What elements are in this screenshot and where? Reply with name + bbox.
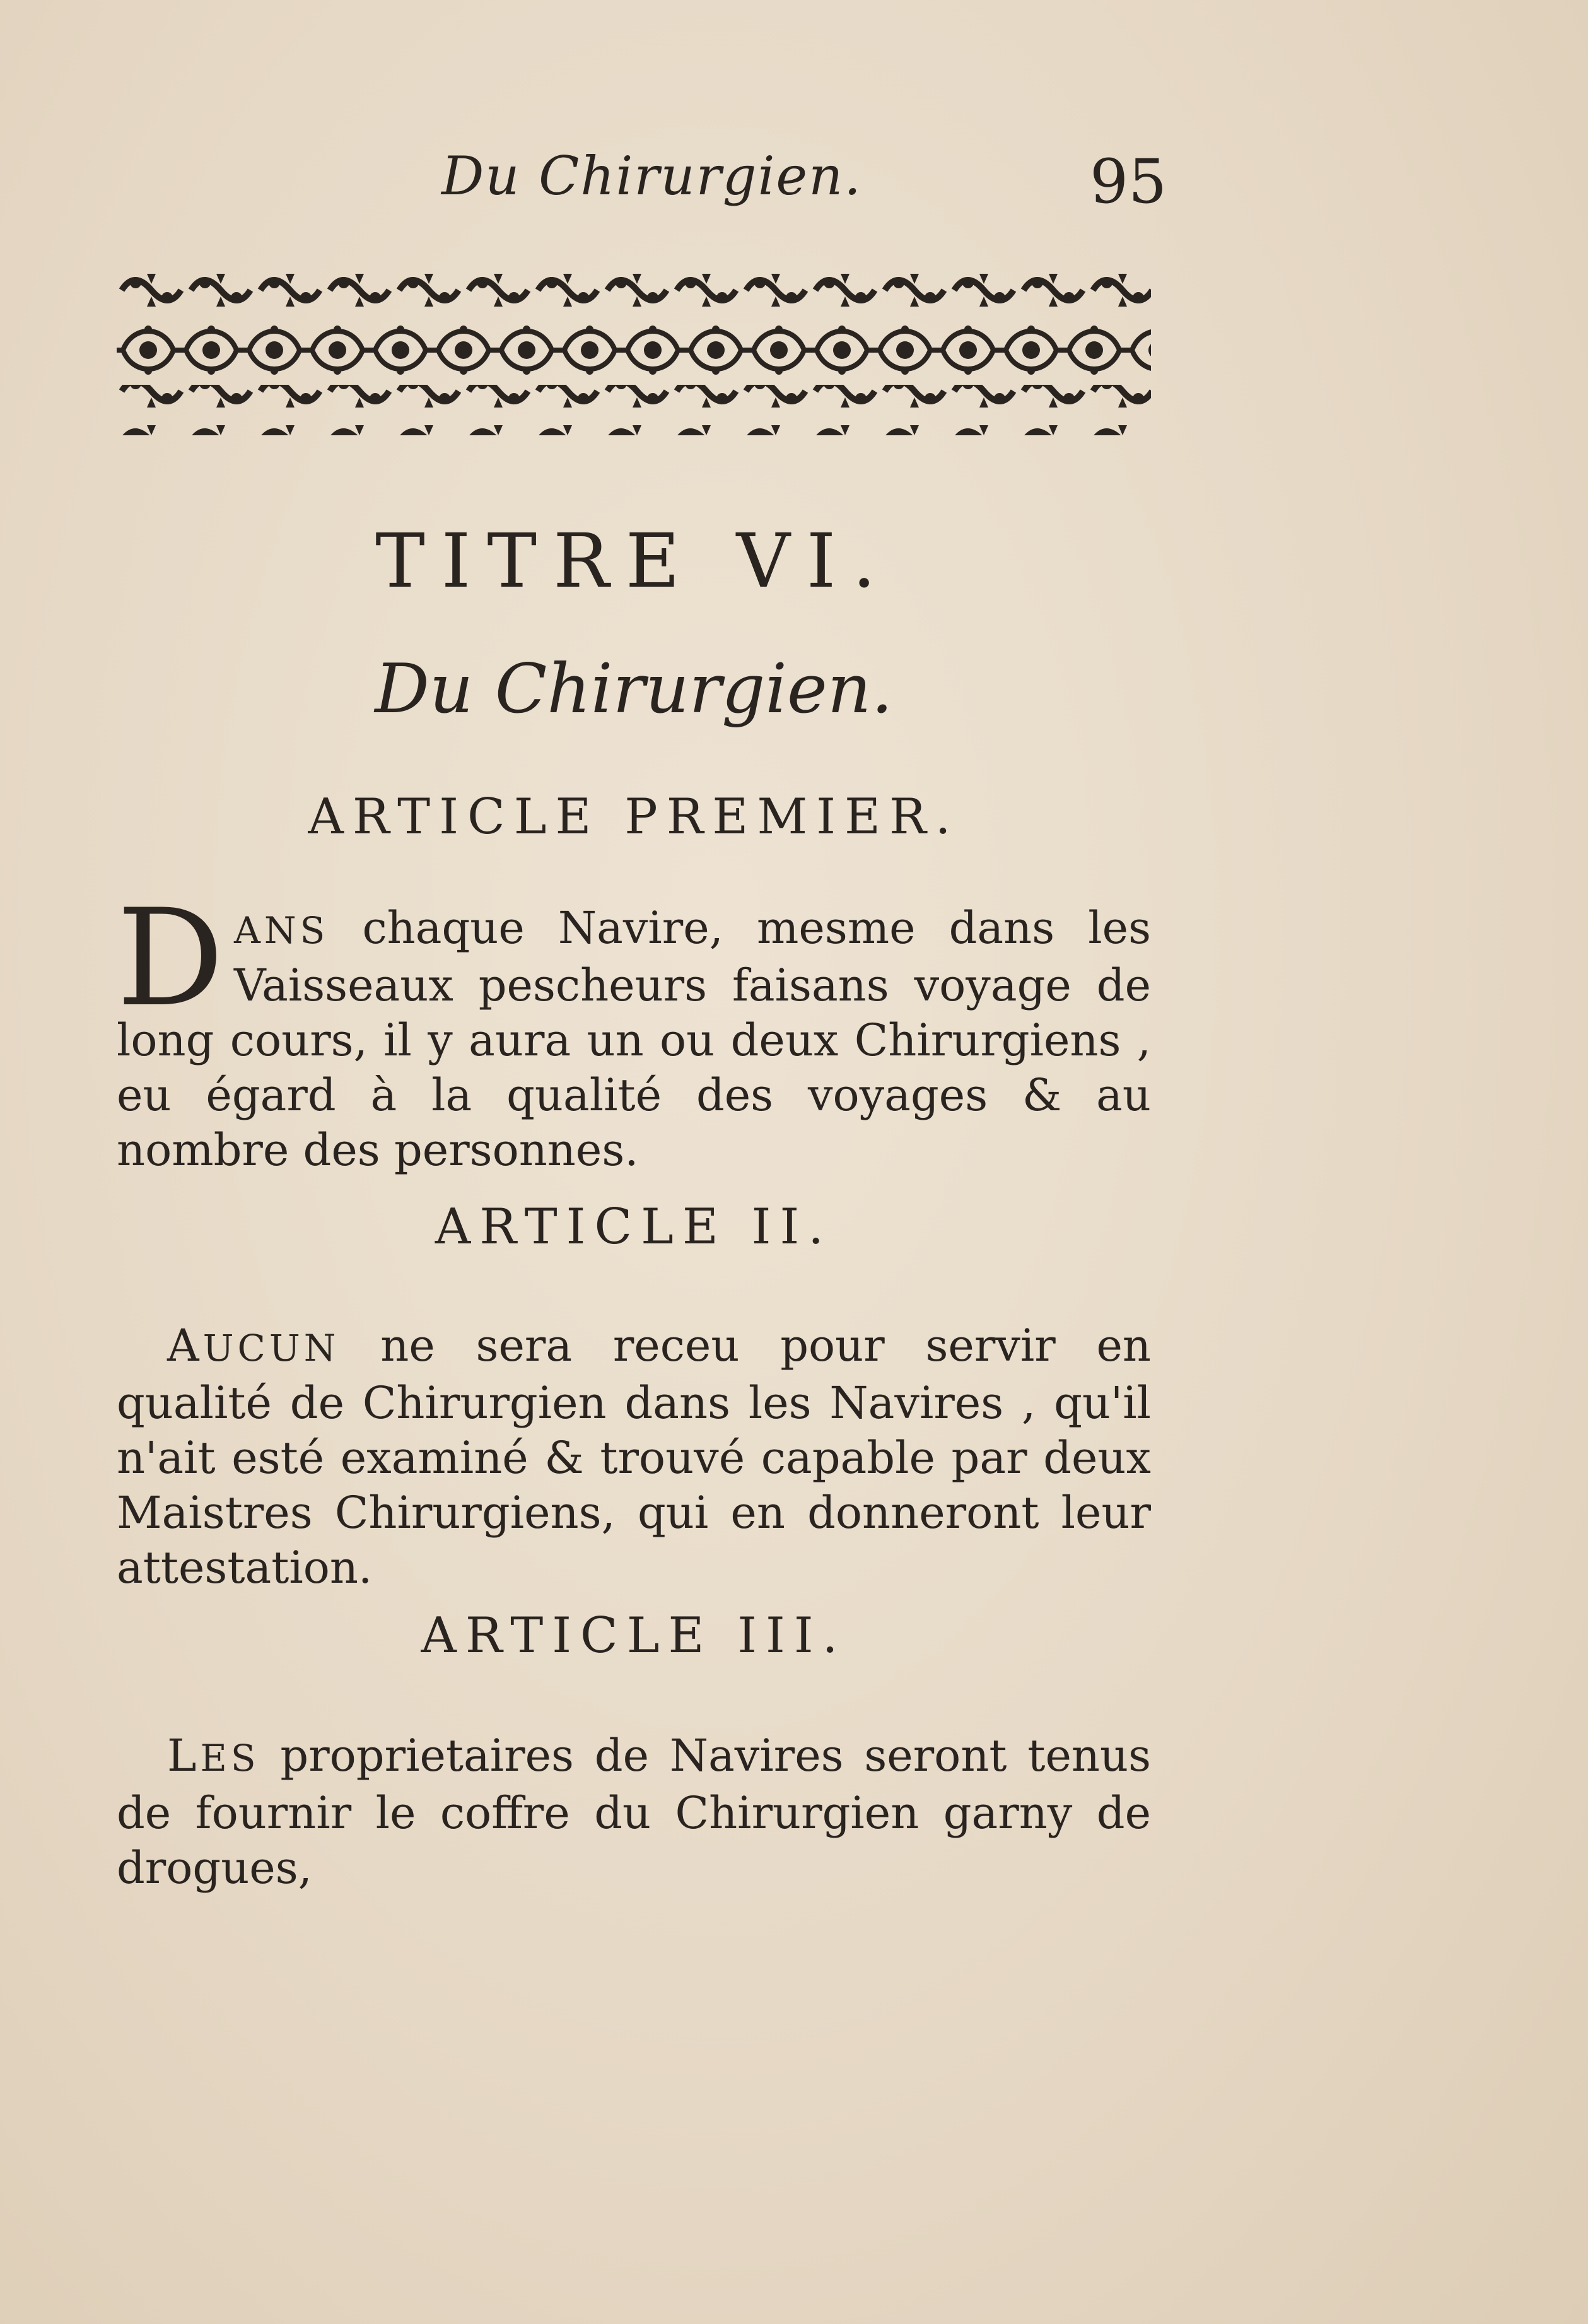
article-paragraph: [117, 1728, 1151, 1896]
running-head: Du Chirurgien.: [441, 145, 862, 207]
article-heading: ARTICLE II.: [435, 1199, 833, 1255]
article-heading: ARTICLE PREMIER.: [308, 789, 960, 845]
page-number: 95: [1090, 146, 1167, 217]
article-paragraph: [117, 1318, 1151, 1595]
lead-word: UCUN: [202, 1327, 340, 1370]
section-title: TITRE VI.: [375, 517, 892, 604]
section-subtitle: Du Chirurgien.: [375, 650, 893, 729]
initial-letter: L: [167, 1730, 201, 1781]
article-heading: ARTICLE III.: [421, 1607, 847, 1664]
ornamental-headpiece: [117, 265, 1151, 435]
paragraph-text: chaque Navire, mesme dans les Vaisseaux pescheurs faisans voyage de long cours, il y aura un ou deux Chirurgiens , eu égard à la qualité des voyages & au nombre des personnes.: [117, 902, 1151, 1176]
paragraph-text: ne sera receu pour servir en qualité de Chirurgien dans les Navires , qu'il n'ait esté examiné & trouvé capable par deux Maistres Chirurgiens, qui en donneront leur attestation.: [117, 1320, 1151, 1593]
lead-word: ANS: [233, 909, 329, 952]
drop-cap: D: [117, 880, 224, 1036]
paragraph-text: proprietaires de Navires seront tenus de fournir le coffre du Chirurgien garny de drogues,: [117, 1730, 1151, 1894]
article-paragraph: [117, 880, 1151, 1178]
lead-word: ES: [200, 1737, 260, 1780]
initial-letter: A: [167, 1320, 203, 1371]
